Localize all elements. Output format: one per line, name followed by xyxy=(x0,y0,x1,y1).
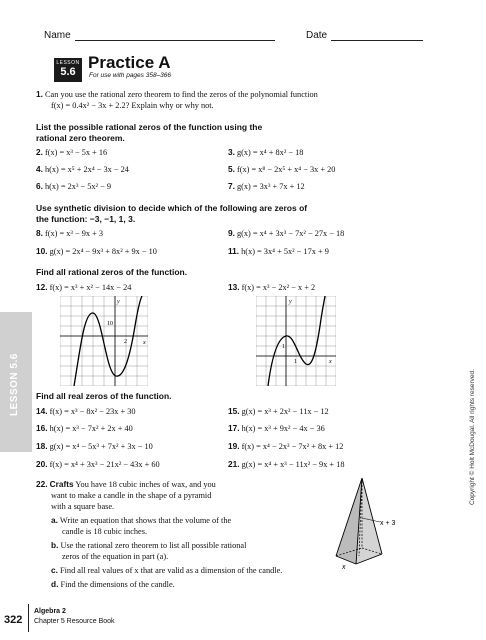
question-text: g(x) = x⁴ − 5x³ + 7x² + 3x − 10 xyxy=(49,442,153,451)
date-field xyxy=(306,30,423,41)
question-text: You have 18 cubic inches of wax, and you xyxy=(75,480,216,489)
question-number: 15. xyxy=(228,406,240,416)
footer-book-subtitle: Chapter 5 Resource Book xyxy=(34,618,115,625)
question-number: 11. xyxy=(228,246,240,256)
question-text: f(x) = x³ − 5x + 16 xyxy=(45,148,108,157)
question-number: 14. xyxy=(36,406,48,416)
question-text: g(x) = 3x³ + 7x + 12 xyxy=(237,182,305,191)
question-text: h(x) = x⁵ + 2x⁴ − 3x − 24 xyxy=(45,165,129,174)
question-12 xyxy=(36,282,131,293)
question-number: 4. xyxy=(36,164,43,174)
section-heading-3: Find all rational zeros of the function. xyxy=(36,267,188,277)
name-field xyxy=(44,30,275,41)
page-title: Practice A xyxy=(88,53,171,72)
date-label: Date xyxy=(306,30,328,41)
question-22 xyxy=(36,479,216,490)
part-label: a. xyxy=(51,515,58,525)
question-8 xyxy=(36,228,103,239)
question-19 xyxy=(228,441,343,452)
question-text: f(x) = x³ − 2x² − x + 2 xyxy=(241,283,316,292)
question-text: f(x) = x⁸ − 2x⁵ + x⁴ − 3x + 20 xyxy=(237,165,336,174)
question-22-part-d xyxy=(51,579,175,590)
question-number: 2. xyxy=(36,147,43,157)
graph-y-tick: 10 xyxy=(107,321,113,327)
question-10 xyxy=(36,246,157,257)
date-line xyxy=(331,31,423,41)
question-number: 17. xyxy=(228,423,240,433)
question-text: f(x) = x³ − 8x² − 23x + 30 xyxy=(49,407,136,416)
graph-x-label: x xyxy=(143,340,146,346)
polynomial-curve xyxy=(74,296,142,386)
question-text: h(x) = 3x⁴ + 5x² − 17x + 9 xyxy=(241,247,329,256)
question-number: 13. xyxy=(228,282,240,292)
question-text: h(x) = x³ + 9x² − 4x − 36 xyxy=(241,424,325,433)
question-1 xyxy=(36,89,318,100)
part-label: c. xyxy=(51,565,58,575)
question-11 xyxy=(228,246,329,257)
grid-lines xyxy=(256,296,336,386)
question-7 xyxy=(228,181,305,192)
question-number: 18. xyxy=(36,441,48,451)
question-4 xyxy=(36,164,129,175)
question-text: Can you use the rational zero theorem to find the zeros of the polynomial function xyxy=(45,90,318,99)
pyramid-height-label: x + 3 xyxy=(380,520,396,527)
question-label: Crafts xyxy=(49,479,74,489)
question-16 xyxy=(36,423,133,434)
name-label: Name xyxy=(44,30,71,41)
question-number: 12. xyxy=(36,282,48,292)
section-heading-1-line2: rational zero theorem. xyxy=(36,133,125,143)
question-number: 9. xyxy=(228,228,235,238)
question-number: 10. xyxy=(36,246,48,256)
question-22-part-b-line2: zeros of the equation in part (a). xyxy=(62,552,169,561)
question-1-line2: f(x) = 0.4x² − 3x + 2.2? Explain why or why not. xyxy=(51,101,214,110)
footer-divider xyxy=(28,604,29,632)
question-18 xyxy=(36,441,153,452)
pyramid-figure xyxy=(330,472,410,572)
copyright-notice: Copyright © Holt McDougal. All rights reserved. xyxy=(469,369,476,505)
question-9 xyxy=(228,228,344,239)
part-text: Write an equation that shows that the volume of the xyxy=(59,516,232,525)
name-line xyxy=(75,31,275,41)
question-22-line3: with a square base. xyxy=(51,502,115,511)
question-number: 19. xyxy=(228,441,240,451)
side-tab-label: LESSON 5.6 xyxy=(9,353,20,416)
question-text: h(x) = x³ − 7x² + 2x + 40 xyxy=(49,424,133,433)
part-text: Use the rational zero theorem to list all possible rational xyxy=(60,541,247,550)
question-text: g(x) = x⁴ + 8x² − 18 xyxy=(237,148,304,157)
graph-y-tick: 1 xyxy=(282,344,285,350)
part-text: Find the dimensions of the candle. xyxy=(60,580,175,589)
part-label: b. xyxy=(51,540,59,550)
graph-x-tick: 1 xyxy=(294,359,297,365)
question-number: 1. xyxy=(36,89,43,99)
question-number: 21. xyxy=(228,459,240,469)
question-21 xyxy=(228,459,344,470)
question-number: 22. xyxy=(36,479,48,489)
graph-question-13 xyxy=(256,296,336,386)
question-22-part-a-line2: candle is 18 cubic inches. xyxy=(62,527,148,536)
question-number: 6. xyxy=(36,181,43,191)
question-text: f(x) = x³ + x² − 14x − 24 xyxy=(49,283,132,292)
section-heading-4: Find all real zeros of the function. xyxy=(36,391,172,401)
question-number: 3. xyxy=(228,147,235,157)
section-heading-2: Use synthetic division to decide which of the following are zeros of xyxy=(36,203,308,213)
question-text: g(x) = x⁴ + x³ − 11x² − 9x + 18 xyxy=(241,460,345,469)
question-15 xyxy=(228,406,329,417)
question-text: g(x) = 2x⁴ − 9x³ + 8x² + 9x − 10 xyxy=(49,247,157,256)
question-22-part-c xyxy=(51,565,282,576)
lesson-badge-number: 5.6 xyxy=(60,66,76,78)
question-2 xyxy=(36,147,107,158)
question-3 xyxy=(228,147,303,158)
question-22-part-b xyxy=(51,540,246,551)
section-heading-1: List the possible rational zeros of the function using the xyxy=(36,122,263,132)
part-text: Find all real values of x that are valid as a dimension of the candle. xyxy=(60,566,283,575)
graph-y-label: y xyxy=(117,299,120,305)
question-6 xyxy=(36,181,111,192)
question-14 xyxy=(36,406,136,417)
graph-x-tick: 2 xyxy=(124,339,127,345)
question-20 xyxy=(36,459,160,470)
graph-x-label: x xyxy=(329,359,332,365)
question-22-part-a xyxy=(51,515,231,526)
question-22-line2: want to make a candle in the shape of a pyramid xyxy=(51,491,212,500)
page-number: 322 xyxy=(4,614,23,626)
question-number: 20. xyxy=(36,459,48,469)
question-text: f(x) = x⁴ − 2x³ − 7x² + 8x + 12 xyxy=(241,442,344,451)
question-number: 8. xyxy=(36,228,43,238)
footer-book-title: Algebra 2 xyxy=(34,608,66,615)
question-number: 16. xyxy=(36,423,48,433)
part-label: d. xyxy=(51,579,59,589)
side-tab xyxy=(0,312,32,452)
question-13 xyxy=(228,282,315,293)
polynomial-curve xyxy=(268,296,325,386)
lesson-badge xyxy=(54,58,82,82)
question-text: g(x) = x³ + 2x² − 11x − 12 xyxy=(241,407,329,416)
question-number: 5. xyxy=(228,164,235,174)
question-text: f(x) = x⁴ + 3x³ − 21x² − 43x + 60 xyxy=(49,460,160,469)
graph-y-label: y xyxy=(289,299,292,305)
section-heading-2-line2: the function: −3, −1, 1, 3. xyxy=(36,214,136,224)
graph-question-12 xyxy=(60,296,148,386)
question-text: f(x) = x³ − 9x + 3 xyxy=(45,229,104,238)
lesson-badge-label: LESSON xyxy=(56,60,80,66)
question-text: h(x) = 2x³ − 5x² − 9 xyxy=(45,182,112,191)
pyramid-base-label: x xyxy=(342,564,346,571)
question-17 xyxy=(228,423,325,434)
page-subtitle: For use with pages 358–366 xyxy=(89,72,172,79)
question-text: g(x) = x⁴ + 3x³ − 7x² − 27x − 18 xyxy=(237,229,345,238)
question-number: 7. xyxy=(228,181,235,191)
question-5 xyxy=(228,164,335,175)
